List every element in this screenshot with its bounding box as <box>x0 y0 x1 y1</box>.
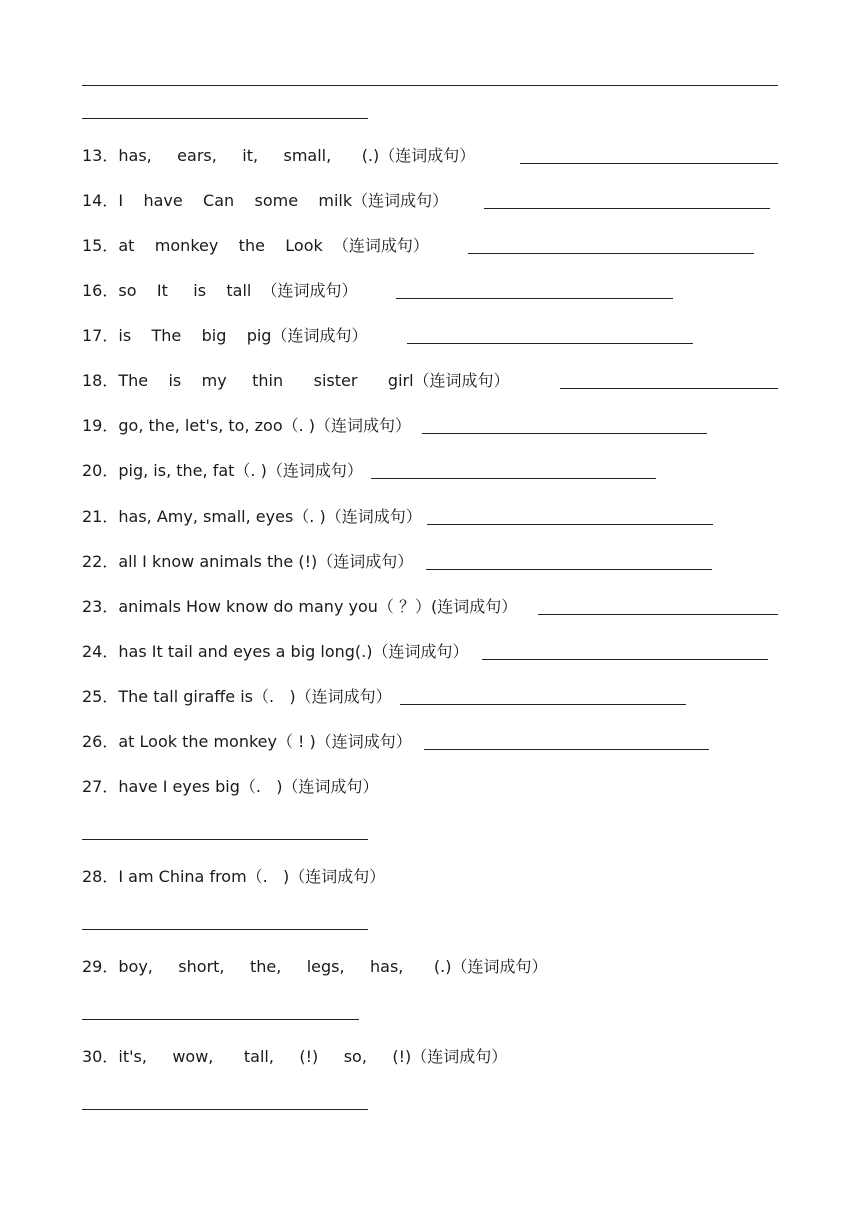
question-number: 13． <box>82 146 119 165</box>
question-28 <box>82 863 385 887</box>
answer-line[interactable] <box>538 614 778 615</box>
question-30 <box>82 1043 507 1067</box>
question-number: 15． <box>82 236 119 255</box>
question-number: 23． <box>82 597 119 616</box>
question-text: is The big pig（连词成句） <box>118 326 368 345</box>
question-number: 30． <box>82 1047 119 1066</box>
question-text: pig, is, the, fat（. )（连词成句） <box>118 461 363 480</box>
answer-line[interactable] <box>426 569 712 570</box>
question-18 <box>82 367 510 391</box>
answer-line[interactable] <box>82 85 778 86</box>
question-24 <box>82 638 468 662</box>
answer-line[interactable] <box>407 343 693 344</box>
answer-line[interactable] <box>82 1109 368 1110</box>
answer-line[interactable] <box>422 433 707 434</box>
answer-line[interactable] <box>82 839 368 840</box>
question-22 <box>82 548 413 572</box>
question-16 <box>82 277 358 301</box>
question-29 <box>82 953 547 977</box>
answer-line[interactable] <box>482 659 768 660</box>
answer-line[interactable] <box>82 118 368 119</box>
question-13 <box>82 142 475 166</box>
question-number: 28． <box>82 867 119 886</box>
question-text: go, the, let's, to, zoo（. )（连词成句） <box>118 416 412 435</box>
answer-line[interactable] <box>427 524 713 525</box>
question-text: so It is tall （连词成句） <box>118 281 358 300</box>
answer-line[interactable] <box>82 929 368 930</box>
question-14 <box>82 187 448 211</box>
question-number: 27． <box>82 777 119 796</box>
question-19 <box>82 412 411 436</box>
question-text: I have Can some milk（连词成句） <box>118 191 449 210</box>
question-26 <box>82 728 412 752</box>
question-21 <box>82 503 422 527</box>
question-15 <box>82 232 429 256</box>
question-number: 24． <box>82 642 119 661</box>
question-text: all I know animals the (!)（连词成句） <box>118 552 414 571</box>
question-text: it's, wow, tall, (!) so, (!)（连词成句） <box>118 1047 508 1066</box>
answer-line[interactable] <box>424 749 709 750</box>
answer-line[interactable] <box>396 298 673 299</box>
question-text: has It tail and eyes a big long(.)（连词成句） <box>118 642 469 661</box>
question-number: 19． <box>82 416 119 435</box>
question-number: 17． <box>82 326 119 345</box>
answer-line[interactable] <box>468 253 754 254</box>
question-text: have I eyes big（. )（连词成句） <box>118 777 379 796</box>
question-number: 21． <box>82 507 119 526</box>
answer-line[interactable] <box>560 388 778 389</box>
question-number: 20． <box>82 461 119 480</box>
question-text: at Look the monkey（ ! )（连词成句） <box>118 732 412 751</box>
answer-line[interactable] <box>371 478 656 479</box>
question-text: at monkey the Look （连词成句） <box>118 236 429 255</box>
question-number: 26． <box>82 732 119 751</box>
question-number: 18． <box>82 371 119 390</box>
answer-line[interactable] <box>82 1019 359 1020</box>
question-text: The is my thin sister girl（连词成句） <box>118 371 510 390</box>
question-text: has, ears, it, small, (.)（连词成句） <box>118 146 476 165</box>
question-text: boy, short, the, legs, has, (.)（连词成句） <box>118 957 548 976</box>
question-17 <box>82 322 367 346</box>
question-text: I am China from（. )（连词成句） <box>118 867 386 886</box>
answer-line[interactable] <box>520 163 778 164</box>
question-number: 14． <box>82 191 119 210</box>
answer-line[interactable] <box>400 704 686 705</box>
question-number: 16． <box>82 281 119 300</box>
question-20 <box>82 457 363 481</box>
question-25 <box>82 683 392 707</box>
question-text: has, Amy, small, eyes（. )（连词成句） <box>118 507 422 526</box>
question-number: 29． <box>82 957 119 976</box>
answer-line[interactable] <box>484 208 770 209</box>
question-text: The tall giraffe is（. )（连词成句） <box>118 687 392 706</box>
question-23 <box>82 593 517 617</box>
question-27 <box>82 773 378 797</box>
question-text: animals How know do many you（ ？）(连词成句） <box>118 597 518 616</box>
question-number: 22． <box>82 552 119 571</box>
question-number: 25． <box>82 687 119 706</box>
